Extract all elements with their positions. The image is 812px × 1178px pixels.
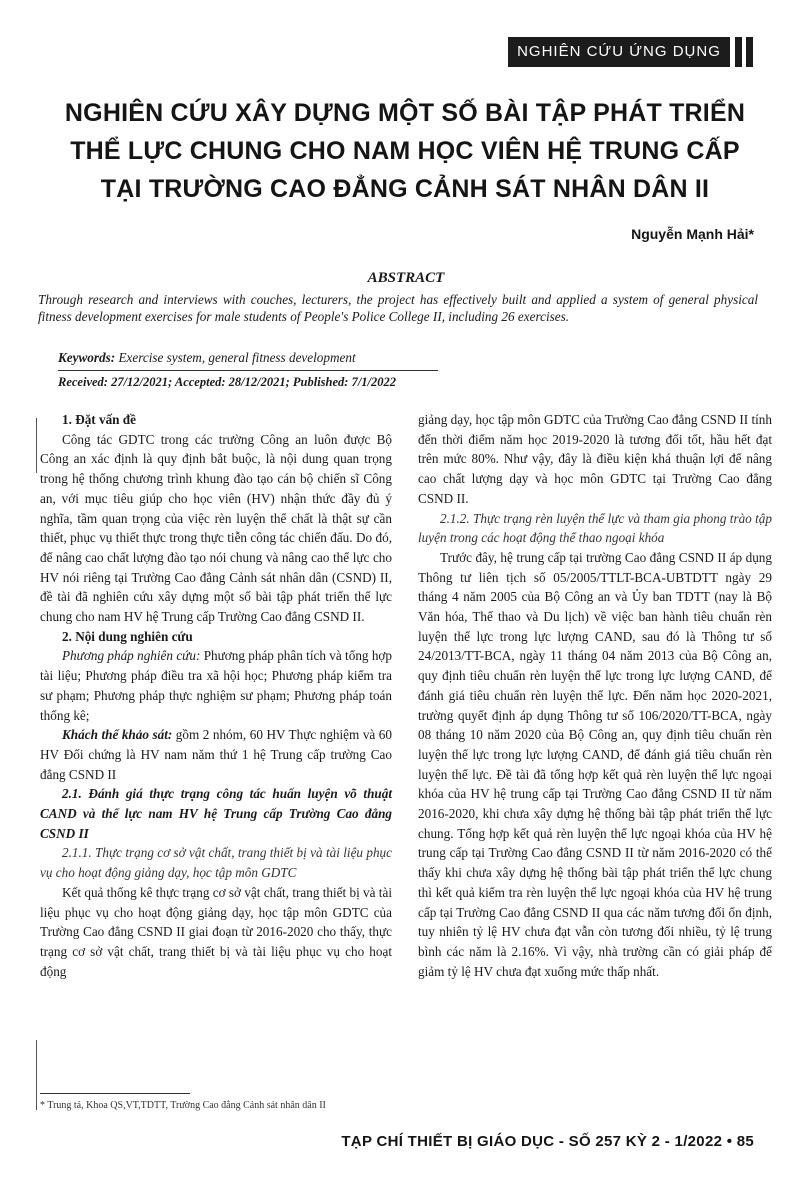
heading-content: 2. Nội dung nghiên cứu [62,628,193,644]
footnote: * Trung tá, Khoa QS,VT,TDTT, Trường Cao đẳng Cảnh sát nhân dân II [40,1100,326,1111]
heading-2-1: 2.1. Đánh giá thực trạng công tác huấn luyện võ thuật CAND và thể lực nam HV hệ Trung cấp Trường Cao đẳng CSND II [40,786,392,841]
keywords-text: Exercise system, general fitness development [118,350,356,365]
badge-bar-2 [746,37,753,67]
right-column [418,410,772,981]
methods-text: Phương pháp phân tích và tổng hợp tài liệu; Phương pháp điều tra xã hội học; Phương pháp kiểm tra sư phạm; Phương pháp thực nghiệm sư phạm; Phương pháp toán thống kê; [40,648,392,723]
left-margin-line [36,418,37,473]
badge-bar-1 [735,37,742,67]
left-column [40,410,392,981]
abstract-body: Through research and interviews with couches, lecturers, the project has effectively built and applied a system of general physical fitness development exercises for male students of People's Police College II, including 26 exercises. [38,292,758,324]
author: Nguyễn Mạnh Hải* [631,226,754,242]
keywords-label: Keywords: [58,350,116,365]
publication-dates: Received: 27/12/2021; Accepted: 28/12/2021; Published: 7/1/2022 [58,375,397,389]
heading-2-1-1: 2.1.1. Thực trạng cơ sở vật chất, trang thiết bị và tài liệu phục vụ cho hoạt động giảng dạy, học tập môn GDTC [40,845,392,881]
subjects-label: Khách thể khảo sát: [62,727,173,743]
paragraph: giảng dạy, học tập môn GDTC của Trường Cao đẳng CSND II tính đến thời điểm năm học 2019-2020 là tương đối tốt, hầu hết đạt trên mức 80%. Như vậy, đây là điều kiện khá thuận lợi để nâng cao chất lượng dạy và học môn GDTC tại Trường Cao đẳng CSND II. [418,412,772,506]
journal-footer: TẠP CHÍ THIẾT BỊ GIÁO DỤC - SỐ 257 KỲ 2 - 1/2022 • 85 [341,1133,754,1150]
heading-intro: 1. Đặt vấn đề [62,412,136,427]
paragraph-methods [40,646,392,725]
section-badge: NGHIÊN CỨU ỨNG DỤNG [508,37,730,67]
paragraph-subjects [40,725,392,784]
footnote-divider [40,1093,190,1094]
paragraph: Trước đây, hệ trung cấp tại trường Cao đẳng CSND II áp dụng Thông tư liên tịch số 05/2005/TTLT-BCA-UBTDTT ngày 29 tháng 4 năm 2005 của Bộ Công an và Ủy ban TDTT (nay là Bộ Văn hóa, Thể thao và Du lịch) về việc ban hành tiêu chuẩn rèn luyện thể lực trong lực lượng CAND, sau đó là Thông tư số 24/2013/TT-BCA, ngày 11 tháng 04 năm 2013 của Bộ Công an, quy định tiêu chuẩn rèn luyện thể lực trong lực lượng CAND, để đánh giá tiêu chuẩn rèn luyện thể lực. Đến năm học 2020-2021, trường quyết định áp dụng Thông tư số 106/2020/TT-BCA, ngày 08 tháng 10 năm 2020 của Bộ Công an, quy định tiêu chuẩn rèn luyện thể lực trong lực lượng CAND, để đánh giá tiêu chuẩn rèn luyện thể lực. Đề tài đã tổng hợp kết quả rèn luyện thể lực ngoại khóa của HV hệ trung cấp tại Trường Cao đẳng CSND II từ năm 2016-2020, khi chưa xây dựng hệ thống bài tập phát triển thể lực chung. Tổng hợp kết quả rèn luyện thể lực ngoại khóa của HV hệ trung cấp tại Trường Cao đẳng CSND II từ năm 2016-2020 có thể thấy khi chưa xây dựng hệ thống bài tập phát triển thể lực chung thì kết quả kiểm tra rèn luyện thể lực ngoại khóa của HV hệ trung cấp tại Trường Cao đẳng CSND II qua các năm tương đối ổn định, tuy nhiên tỷ lệ HV chưa đạt vẫn còn tương đối nhiều, tỷ lệ trung bình các năm là 2.16%. Vì vậy, nhà trường cần có giải pháp để giảm tỷ lệ HV chưa đạt xuống mức thấp nhất. [418,549,772,979]
heading-2-1-2: 2.1.2. Thực trạng rèn luyện thể lực và tham gia phong trào tập luyện trong các hoạt động thể thao ngoại khóa [418,510,772,546]
article-title [40,94,770,208]
subjects-text: gồm 2 nhóm, 60 HV Thực nghiệm và 60 HV Đối chứng là HV nam năm thứ 1 hệ Trung cấp trường Cao đẳng CSND II [40,727,392,782]
title-line-3: TẠI TRƯỜNG CAO ĐẲNG CẢNH SÁT NHÂN DÂN II [100,175,710,203]
abstract-heading: ABSTRACT [367,270,445,286]
methods-label: Phương pháp nghiên cứu: [62,648,201,664]
title-line-2: THỂ LỰC CHUNG CHO NAM HỌC VIÊN HỆ TRUNG CẤP [70,137,740,165]
keywords [58,350,758,366]
keywords-divider [58,370,438,371]
paragraph: Kết quả thống kê thực trạng cơ sở vật chất, trang thiết bị và tài liệu phục vụ cho hoạt động giảng dạy, học tập môn GDTC của Trường Cao đẳng CSND II giai đoạn từ 2016-2020 cho thấy, thực trạng cơ sở vật chất, trang thiết bị và tài liệu phục vụ cho hoạt động [40,884,392,979]
left-margin-line-lower [36,1040,37,1110]
paragraph: Công tác GDTC trong các trường Công an luôn được Bộ Công an xác định là quy định bắt buộc, là nội dung quan trọng trong hệ thống chương trình khung đào tạo cán bộ chiến sĩ Công an, với mục tiêu giúp cho học viên (HV) nhận thức đầy đủ ý nghĩa, tầm quan trọng của việc rèn luyện thể chất là thật sự cần thiết, phục vụ thiết thực trong thực tiễn công tác chiến đấu. Do đó, để nâng cao chất lượng đào tạo nói chung và nâng cao thể lực cho HV nói riêng tại Trường Cao đẳng Cảnh sát nhân dân (CSND) II, đề tài đã nghiên cứu xây dựng một số bài tập phát triển thể lực chung cho nam HV hệ Trung cấp Trường Cao đẳng CSND II. [40,431,392,625]
title-line-1: NGHIÊN CỨU XÂY DỰNG MỘT SỐ BÀI TẬP PHÁT TRIỂN [64,99,746,127]
